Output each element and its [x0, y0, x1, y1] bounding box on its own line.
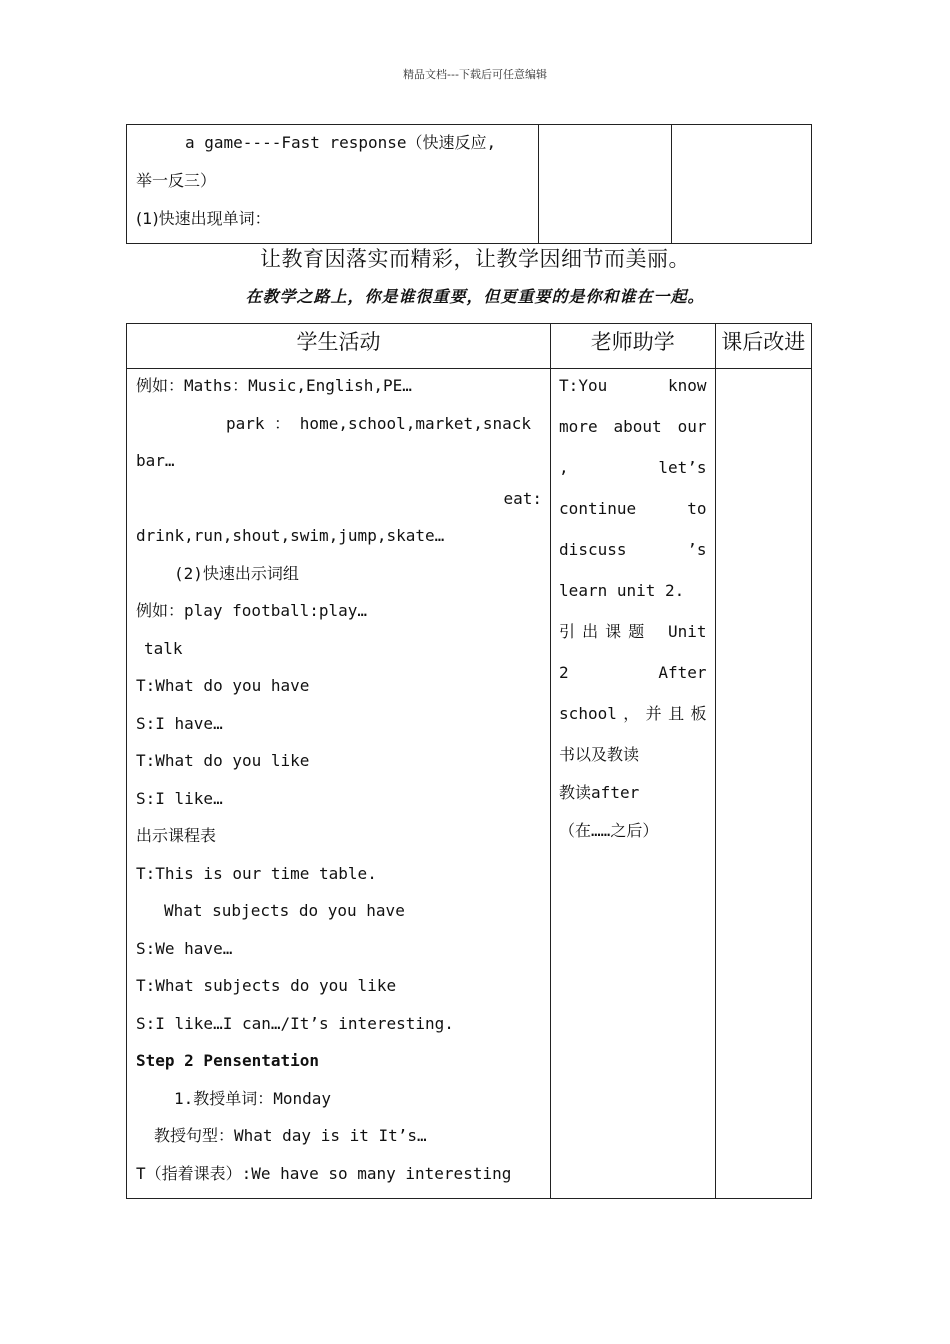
student-line: 1.教授单词：Monday — [174, 1088, 332, 1108]
top-line: (1)快速出现单词： — [136, 209, 271, 228]
teacher-line: （在……之后） — [559, 821, 659, 840]
student-line: T（指着课表）:We have so many interesting — [136, 1163, 512, 1183]
student-line: T:What do you like — [136, 751, 310, 770]
student-line: talk — [144, 638, 183, 658]
column-header-student: 学生活动 — [127, 324, 551, 369]
page-header: 精品文档---下载后可任意编辑 — [403, 68, 547, 81]
student-line: S:I have… — [136, 713, 223, 733]
teacher-line: continue to — [559, 499, 707, 518]
teacher-assist-cell — [551, 369, 715, 1199]
lesson-table — [126, 323, 812, 1199]
teacher-line: , let’s — [559, 458, 707, 477]
teacher-line: learn unit 2. — [559, 581, 685, 600]
student-line: (2)快速出示词组 — [174, 563, 299, 583]
student-line: T:What subjects do you like — [136, 976, 397, 995]
teacher-line: 引出课题 Unit — [559, 622, 707, 641]
student-line: eat: — [503, 488, 543, 508]
teacher-line: more about our — [559, 417, 707, 436]
student-line: What subjects do you have — [164, 901, 405, 920]
student-line: T:What do you have — [136, 676, 310, 695]
teacher-line: discuss ’s — [559, 540, 707, 559]
student-line: drink,run,shout,swim,jump,skate… — [136, 526, 445, 545]
slogan-2: 在教学之路上，你是谁很重要，但更重要的是你和谁在一起。 — [245, 287, 705, 306]
teacher-line: 2 After — [559, 663, 707, 682]
teacher-line: T:You know — [559, 376, 707, 395]
student-line: S:I like… — [136, 788, 223, 808]
student-line: 教授句型：What day is it It’s… — [154, 1126, 427, 1145]
teacher-line: 教读after — [559, 783, 640, 802]
student-activity-cell — [127, 369, 551, 1199]
student-line: bar… — [136, 451, 175, 470]
student-line: 出示课程表 — [136, 826, 217, 845]
top-improve-cell — [671, 125, 811, 244]
teacher-line: school，并且板 — [559, 704, 707, 723]
column-header-teacher: 老师助学 — [551, 324, 715, 369]
student-line: S:I like…I can…/It’s interesting. — [136, 1013, 454, 1033]
top-teacher-cell — [538, 125, 671, 244]
top-line: 举一反三） — [136, 171, 217, 190]
top-line: a game----Fast response（快速反应, — [185, 133, 497, 152]
student-line: 例如：play football:play… — [136, 601, 368, 620]
teacher-line: 书以及教读 — [559, 745, 640, 764]
improvement-cell — [715, 369, 811, 1199]
column-header-improve: 课后改进 — [715, 324, 811, 369]
student-line: S:We have… — [136, 938, 233, 958]
step-heading: Step 2 Pensentation — [136, 1051, 320, 1070]
student-line: park ： home,school,market,snack — [226, 413, 531, 433]
top-activity-cell — [127, 125, 539, 244]
student-line: T:This is our time table. — [136, 863, 377, 883]
top-table — [126, 124, 812, 244]
student-line: 例如：Maths：Music,English,PE… — [136, 376, 412, 395]
slogan-1: 让教育因落实而精彩，让教学因细节而美丽。 — [260, 247, 690, 271]
